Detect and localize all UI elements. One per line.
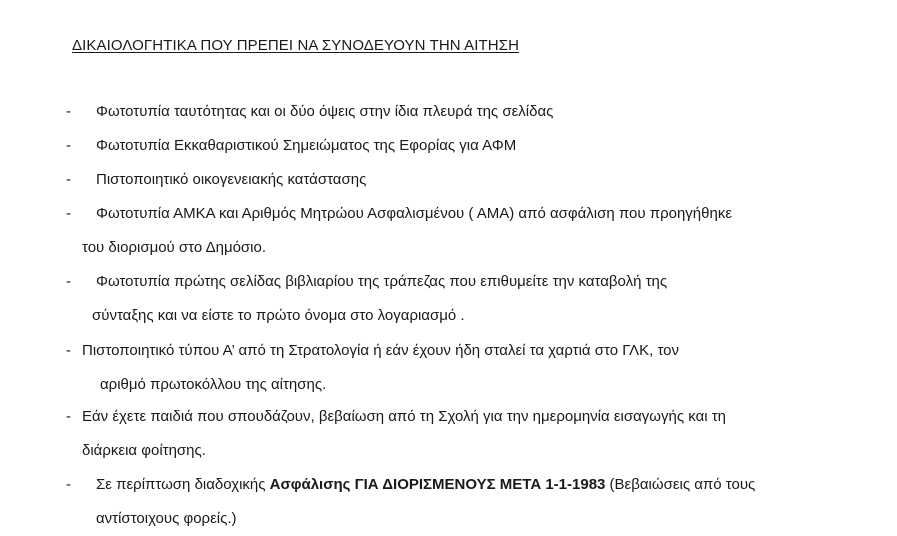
item-text-continued: διάρκεια φοίτησης. bbox=[82, 442, 206, 459]
item-text: Εάν έχετε παιδιά που σπουδάζουν, βεβαίωση από τη Σχολή για την ημερομηνία εισαγωγής και τη bbox=[82, 408, 727, 425]
bullet-dash: - bbox=[66, 103, 71, 120]
bullet-dash: - bbox=[66, 476, 71, 493]
bullet-dash: - bbox=[66, 137, 71, 154]
item-text-bold: Ασφάλισης ΓΙΑ ΔΙΟΡΙΣΜΕΝΟΥΣ ΜΕΤΑ 1-1-1983 bbox=[269, 476, 606, 493]
item-text: Φωτοτυπία πρώτης σελίδας βιβλιαρίου της τράπεζας που επιθυμείτε την καταβολή της bbox=[96, 273, 668, 290]
item-text-continued: σύνταξης και να είστε το πρώτο όνομα στο λογαριασμό . bbox=[92, 307, 465, 324]
document-title: ΔΙΚΑΙΟΛΟΓΗΤΙΚΑ ΠΟΥ ΠΡΕΠΕΙ ΝΑ ΣΥΝΟΔΕΥΟΥΝ ΤΗΝ ΑΙΤΗΣΗ bbox=[72, 37, 520, 54]
item-text: Πιστοποιητικό οικογενειακής κατάστασης bbox=[96, 171, 367, 188]
bullet-dash: - bbox=[66, 171, 71, 188]
item-text-continued: αντίστοιχους φορείς.) bbox=[96, 510, 237, 527]
item-text: Πιστοποιητικό τύπου Α’ από τη Στρατολογία ή εάν έχουν ήδη σταλεί τα χαρτιά στο ΓΛΚ, τον bbox=[82, 342, 680, 359]
item-text: Φωτοτυπία Εκκαθαριστικού Σημειώματος της Εφορίας για ΑΦΜ bbox=[96, 137, 517, 154]
item-text: Φωτοτυπία ταυτότητας και οι δύο όψεις στην ίδια πλευρά της σελίδας bbox=[96, 103, 554, 120]
item-text-part: (Βεβαιώσεις από τους bbox=[605, 476, 756, 493]
bullet-dash: - bbox=[66, 342, 71, 359]
bullet-dash: - bbox=[66, 273, 71, 290]
bullet-dash: - bbox=[66, 408, 71, 425]
item-text bbox=[96, 468, 755, 502]
item-text-continued: αριθμό πρωτοκόλλου της αίτησης. bbox=[100, 376, 327, 393]
item-text-part: Σε περίπτωση διαδοχικής bbox=[96, 476, 270, 493]
bullet-dash: - bbox=[66, 205, 71, 222]
item-text-continued: του διορισμού στο Δημόσιο. bbox=[82, 239, 267, 256]
item-text: Φωτοτυπία ΑΜΚΑ και Αριθμός Μητρώου Ασφαλισμένου ( ΑΜΑ) από ασφάλιση που προηγήθηκε bbox=[96, 205, 733, 222]
